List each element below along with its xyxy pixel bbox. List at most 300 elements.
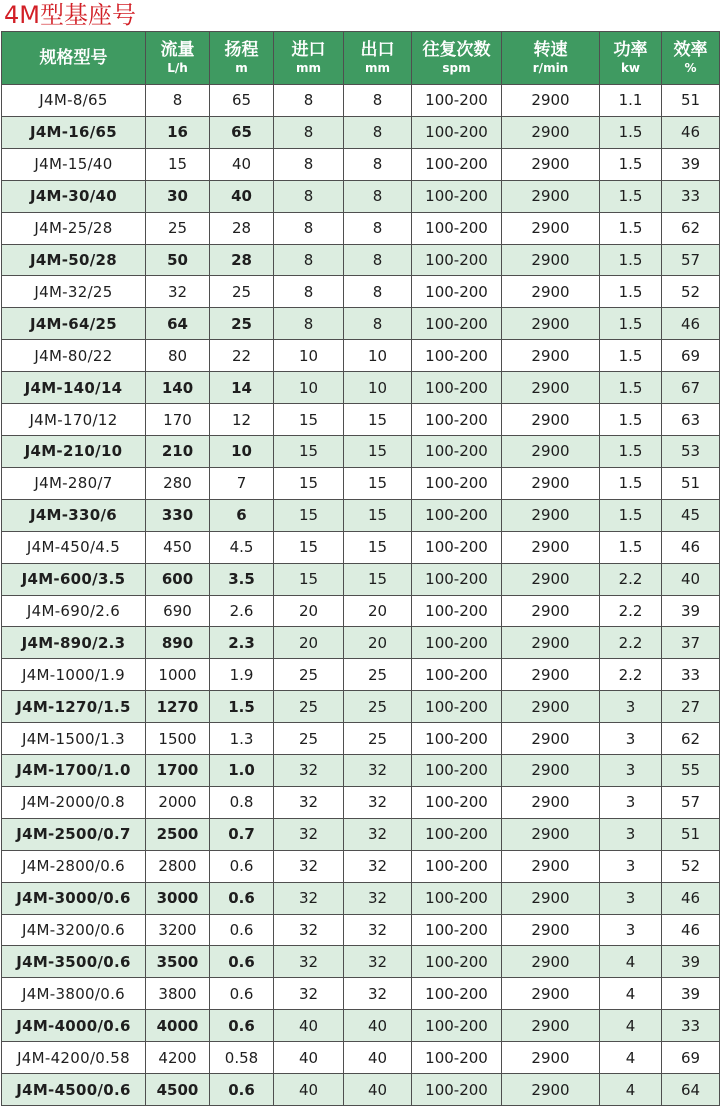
- cell-head: 65: [210, 116, 274, 148]
- table-row: [2, 276, 720, 308]
- cell-rpm: 2900: [502, 659, 600, 691]
- cell-flow: 3200: [146, 914, 210, 946]
- cell-head: 22: [210, 340, 274, 372]
- cell-inlet: 32: [274, 755, 344, 787]
- cell-spm: 100-200: [412, 1074, 502, 1106]
- table-row: [2, 499, 720, 531]
- cell-outlet: 32: [344, 882, 412, 914]
- cell-outlet: 20: [344, 627, 412, 659]
- cell-spm: 100-200: [412, 691, 502, 723]
- cell-inlet: 32: [274, 786, 344, 818]
- cell-rpm: 2900: [502, 148, 600, 180]
- cell-power: 1.5: [600, 212, 662, 244]
- table-row: [2, 1010, 720, 1042]
- cell-rpm: 2900: [502, 786, 600, 818]
- cell-power: 2.2: [600, 595, 662, 627]
- cell-power: 1.5: [600, 180, 662, 212]
- cell-spm: 100-200: [412, 755, 502, 787]
- cell-outlet: 15: [344, 467, 412, 499]
- table-row: [2, 818, 720, 850]
- cell-outlet: 15: [344, 435, 412, 467]
- cell-inlet: 32: [274, 978, 344, 1010]
- table-row: [2, 180, 720, 212]
- column-header-power: 功率 kw: [600, 32, 662, 85]
- cell-power: 1.5: [600, 148, 662, 180]
- cell-flow: 3500: [146, 946, 210, 978]
- cell-head: 4.5: [210, 531, 274, 563]
- cell-head: 1.0: [210, 755, 274, 787]
- cell-rpm: 2900: [502, 308, 600, 340]
- cell-spm: 100-200: [412, 340, 502, 372]
- cell-head: 2.3: [210, 627, 274, 659]
- cell-head: 7: [210, 467, 274, 499]
- cell-spm: 100-200: [412, 850, 502, 882]
- cell-spm: 100-200: [412, 723, 502, 755]
- cell-flow: 3000: [146, 882, 210, 914]
- cell-model: J4M-3200/0.6: [2, 914, 146, 946]
- cell-power: 3: [600, 882, 662, 914]
- table-row: [2, 148, 720, 180]
- table-row: [2, 563, 720, 595]
- cell-head: 6: [210, 499, 274, 531]
- cell-flow: 4000: [146, 1010, 210, 1042]
- cell-inlet: 40: [274, 1010, 344, 1042]
- cell-spm: 100-200: [412, 563, 502, 595]
- cell-rpm: 2900: [502, 818, 600, 850]
- cell-efficiency: 46: [662, 882, 720, 914]
- cell-efficiency: 46: [662, 914, 720, 946]
- cell-flow: 170: [146, 404, 210, 436]
- cell-outlet: 32: [344, 914, 412, 946]
- cell-spm: 100-200: [412, 467, 502, 499]
- table-header-row: [2, 32, 720, 85]
- cell-head: 1.5: [210, 691, 274, 723]
- cell-head: 1.9: [210, 659, 274, 691]
- column-header-model: 规格型号: [2, 32, 146, 85]
- cell-outlet: 10: [344, 372, 412, 404]
- cell-power: 1.5: [600, 467, 662, 499]
- cell-spm: 100-200: [412, 499, 502, 531]
- table-row: [2, 467, 720, 499]
- cell-efficiency: 62: [662, 212, 720, 244]
- cell-flow: 30: [146, 180, 210, 212]
- cell-spm: 100-200: [412, 659, 502, 691]
- cell-efficiency: 53: [662, 435, 720, 467]
- cell-head: 28: [210, 244, 274, 276]
- cell-flow: 210: [146, 435, 210, 467]
- cell-power: 3: [600, 723, 662, 755]
- table-row: [2, 595, 720, 627]
- cell-rpm: 2900: [502, 85, 600, 117]
- cell-power: 3: [600, 850, 662, 882]
- cell-inlet: 25: [274, 659, 344, 691]
- table-row: [2, 978, 720, 1010]
- cell-efficiency: 62: [662, 723, 720, 755]
- cell-head: 0.6: [210, 1074, 274, 1106]
- cell-efficiency: 45: [662, 499, 720, 531]
- cell-rpm: 2900: [502, 850, 600, 882]
- cell-power: 4: [600, 1042, 662, 1074]
- cell-inlet: 25: [274, 723, 344, 755]
- cell-power: 1.5: [600, 499, 662, 531]
- cell-power: 2.2: [600, 659, 662, 691]
- cell-outlet: 40: [344, 1074, 412, 1106]
- cell-head: 40: [210, 180, 274, 212]
- cell-efficiency: 52: [662, 276, 720, 308]
- cell-outlet: 15: [344, 404, 412, 436]
- cell-outlet: 32: [344, 946, 412, 978]
- cell-inlet: 8: [274, 212, 344, 244]
- table-row: [2, 755, 720, 787]
- cell-inlet: 8: [274, 244, 344, 276]
- cell-rpm: 2900: [502, 946, 600, 978]
- cell-inlet: 40: [274, 1074, 344, 1106]
- table-row: [2, 914, 720, 946]
- cell-power: 1.5: [600, 308, 662, 340]
- cell-power: 3: [600, 755, 662, 787]
- cell-head: 25: [210, 308, 274, 340]
- cell-head: 0.7: [210, 818, 274, 850]
- cell-flow: 32: [146, 276, 210, 308]
- cell-rpm: 2900: [502, 978, 600, 1010]
- cell-rpm: 2900: [502, 882, 600, 914]
- cell-model: J4M-1000/1.9: [2, 659, 146, 691]
- cell-outlet: 8: [344, 180, 412, 212]
- cell-spm: 100-200: [412, 1010, 502, 1042]
- cell-inlet: 40: [274, 1042, 344, 1074]
- cell-head: 0.6: [210, 850, 274, 882]
- cell-outlet: 8: [344, 116, 412, 148]
- column-header-rpm: 转速 r/min: [502, 32, 600, 85]
- cell-inlet: 25: [274, 691, 344, 723]
- cell-inlet: 15: [274, 563, 344, 595]
- cell-inlet: 8: [274, 148, 344, 180]
- cell-spm: 100-200: [412, 85, 502, 117]
- cell-power: 3: [600, 786, 662, 818]
- cell-spm: 100-200: [412, 244, 502, 276]
- cell-head: 65: [210, 85, 274, 117]
- table-body: [2, 85, 720, 1106]
- cell-flow: 890: [146, 627, 210, 659]
- cell-outlet: 25: [344, 659, 412, 691]
- cell-flow: 2000: [146, 786, 210, 818]
- cell-spm: 100-200: [412, 882, 502, 914]
- cell-flow: 4500: [146, 1074, 210, 1106]
- cell-efficiency: 46: [662, 531, 720, 563]
- cell-efficiency: 69: [662, 340, 720, 372]
- cell-flow: 3800: [146, 978, 210, 1010]
- cell-inlet: 8: [274, 85, 344, 117]
- cell-flow: 2500: [146, 818, 210, 850]
- cell-spm: 100-200: [412, 978, 502, 1010]
- cell-power: 1.5: [600, 531, 662, 563]
- cell-power: 4: [600, 1074, 662, 1106]
- cell-efficiency: 64: [662, 1074, 720, 1106]
- cell-rpm: 2900: [502, 755, 600, 787]
- cell-model: J4M-32/25: [2, 276, 146, 308]
- cell-inlet: 32: [274, 914, 344, 946]
- cell-model: J4M-2500/0.7: [2, 818, 146, 850]
- cell-rpm: 2900: [502, 595, 600, 627]
- cell-head: 2.6: [210, 595, 274, 627]
- cell-inlet: 32: [274, 818, 344, 850]
- cell-inlet: 15: [274, 435, 344, 467]
- column-header-spm: 往复次数 spm: [412, 32, 502, 85]
- cell-spm: 100-200: [412, 372, 502, 404]
- cell-outlet: 15: [344, 499, 412, 531]
- cell-outlet: 10: [344, 340, 412, 372]
- cell-inlet: 15: [274, 467, 344, 499]
- cell-head: 12: [210, 404, 274, 436]
- cell-efficiency: 39: [662, 148, 720, 180]
- cell-rpm: 2900: [502, 212, 600, 244]
- cell-outlet: 15: [344, 531, 412, 563]
- cell-efficiency: 40: [662, 563, 720, 595]
- cell-flow: 80: [146, 340, 210, 372]
- cell-model: J4M-25/28: [2, 212, 146, 244]
- cell-model: J4M-330/6: [2, 499, 146, 531]
- cell-model: J4M-2000/0.8: [2, 786, 146, 818]
- cell-flow: 690: [146, 595, 210, 627]
- cell-rpm: 2900: [502, 276, 600, 308]
- cell-power: 1.5: [600, 116, 662, 148]
- cell-flow: 330: [146, 499, 210, 531]
- table-row: [2, 946, 720, 978]
- cell-rpm: 2900: [502, 372, 600, 404]
- table-row: [2, 372, 720, 404]
- cell-spm: 100-200: [412, 116, 502, 148]
- cell-rpm: 2900: [502, 691, 600, 723]
- table-row: [2, 1074, 720, 1106]
- cell-rpm: 2900: [502, 244, 600, 276]
- cell-outlet: 25: [344, 691, 412, 723]
- cell-efficiency: 33: [662, 659, 720, 691]
- table-row: [2, 723, 720, 755]
- table-row: [2, 531, 720, 563]
- cell-rpm: 2900: [502, 340, 600, 372]
- cell-power: 2.2: [600, 627, 662, 659]
- cell-power: 1.5: [600, 340, 662, 372]
- cell-model: J4M-4000/0.6: [2, 1010, 146, 1042]
- cell-flow: 25: [146, 212, 210, 244]
- cell-outlet: 8: [344, 244, 412, 276]
- cell-power: 1.1: [600, 85, 662, 117]
- cell-power: 1.5: [600, 404, 662, 436]
- cell-outlet: 15: [344, 563, 412, 595]
- cell-inlet: 8: [274, 308, 344, 340]
- cell-outlet: 20: [344, 595, 412, 627]
- cell-flow: 1700: [146, 755, 210, 787]
- cell-inlet: 15: [274, 499, 344, 531]
- cell-rpm: 2900: [502, 723, 600, 755]
- cell-outlet: 8: [344, 308, 412, 340]
- cell-efficiency: 55: [662, 755, 720, 787]
- table-row: [2, 786, 720, 818]
- cell-model: J4M-600/3.5: [2, 563, 146, 595]
- cell-outlet: 25: [344, 723, 412, 755]
- cell-model: J4M-690/2.6: [2, 595, 146, 627]
- cell-inlet: 10: [274, 340, 344, 372]
- cell-model: J4M-8/65: [2, 85, 146, 117]
- column-header-outlet: 出口 mm: [344, 32, 412, 85]
- cell-efficiency: 33: [662, 1010, 720, 1042]
- cell-flow: 64: [146, 308, 210, 340]
- cell-efficiency: 39: [662, 978, 720, 1010]
- page-title: 4M型基座号: [4, 1, 136, 29]
- cell-spm: 100-200: [412, 308, 502, 340]
- cell-model: J4M-890/2.3: [2, 627, 146, 659]
- cell-model: J4M-2800/0.6: [2, 850, 146, 882]
- table-row: [2, 85, 720, 117]
- cell-model: J4M-170/12: [2, 404, 146, 436]
- cell-model: J4M-1270/1.5: [2, 691, 146, 723]
- cell-flow: 450: [146, 531, 210, 563]
- cell-inlet: 15: [274, 531, 344, 563]
- cell-efficiency: 39: [662, 595, 720, 627]
- cell-flow: 15: [146, 148, 210, 180]
- cell-flow: 4200: [146, 1042, 210, 1074]
- cell-spm: 100-200: [412, 148, 502, 180]
- cell-rpm: 2900: [502, 627, 600, 659]
- cell-head: 40: [210, 148, 274, 180]
- cell-head: 0.8: [210, 786, 274, 818]
- cell-head: 0.6: [210, 882, 274, 914]
- cell-spm: 100-200: [412, 531, 502, 563]
- cell-power: 3: [600, 691, 662, 723]
- cell-head: 0.6: [210, 914, 274, 946]
- cell-spm: 100-200: [412, 627, 502, 659]
- cell-head: 0.6: [210, 978, 274, 1010]
- table-row: [2, 882, 720, 914]
- column-header-flow: 流量 L/h: [146, 32, 210, 85]
- cell-flow: 140: [146, 372, 210, 404]
- cell-rpm: 2900: [502, 1042, 600, 1074]
- cell-outlet: 32: [344, 755, 412, 787]
- cell-rpm: 2900: [502, 467, 600, 499]
- cell-inlet: 10: [274, 372, 344, 404]
- cell-model: J4M-30/40: [2, 180, 146, 212]
- cell-model: J4M-15/40: [2, 148, 146, 180]
- cell-efficiency: 37: [662, 627, 720, 659]
- cell-model: J4M-4500/0.6: [2, 1074, 146, 1106]
- column-header-efficiency: 效率 %: [662, 32, 720, 85]
- cell-spm: 100-200: [412, 595, 502, 627]
- cell-efficiency: 46: [662, 308, 720, 340]
- cell-outlet: 40: [344, 1042, 412, 1074]
- cell-efficiency: 46: [662, 116, 720, 148]
- cell-inlet: 20: [274, 627, 344, 659]
- cell-spm: 100-200: [412, 786, 502, 818]
- cell-rpm: 2900: [502, 914, 600, 946]
- cell-spm: 100-200: [412, 404, 502, 436]
- cell-rpm: 2900: [502, 404, 600, 436]
- cell-spm: 100-200: [412, 914, 502, 946]
- cell-power: 4: [600, 946, 662, 978]
- table-row: [2, 244, 720, 276]
- table-row: [2, 850, 720, 882]
- cell-efficiency: 57: [662, 244, 720, 276]
- cell-rpm: 2900: [502, 1074, 600, 1106]
- cell-rpm: 2900: [502, 180, 600, 212]
- cell-rpm: 2900: [502, 499, 600, 531]
- table-row: [2, 627, 720, 659]
- cell-outlet: 32: [344, 786, 412, 818]
- cell-model: J4M-280/7: [2, 467, 146, 499]
- cell-flow: 1270: [146, 691, 210, 723]
- cell-model: J4M-80/22: [2, 340, 146, 372]
- cell-inlet: 32: [274, 882, 344, 914]
- cell-flow: 600: [146, 563, 210, 595]
- cell-flow: 1000: [146, 659, 210, 691]
- cell-model: J4M-210/10: [2, 435, 146, 467]
- table-row: [2, 435, 720, 467]
- cell-inlet: 32: [274, 850, 344, 882]
- cell-model: J4M-450/4.5: [2, 531, 146, 563]
- cell-efficiency: 69: [662, 1042, 720, 1074]
- column-header-head: 扬程 m: [210, 32, 274, 85]
- cell-inlet: 8: [274, 276, 344, 308]
- cell-model: J4M-50/28: [2, 244, 146, 276]
- cell-flow: 16: [146, 116, 210, 148]
- table-row: [2, 116, 720, 148]
- cell-inlet: 20: [274, 595, 344, 627]
- cell-efficiency: 27: [662, 691, 720, 723]
- cell-flow: 280: [146, 467, 210, 499]
- cell-model: J4M-3000/0.6: [2, 882, 146, 914]
- cell-model: J4M-16/65: [2, 116, 146, 148]
- cell-head: 3.5: [210, 563, 274, 595]
- cell-head: 28: [210, 212, 274, 244]
- cell-efficiency: 63: [662, 404, 720, 436]
- table-row: [2, 691, 720, 723]
- cell-head: 10: [210, 435, 274, 467]
- cell-inlet: 8: [274, 180, 344, 212]
- cell-inlet: 32: [274, 946, 344, 978]
- cell-power: 1.5: [600, 435, 662, 467]
- cell-flow: 1500: [146, 723, 210, 755]
- cell-rpm: 2900: [502, 116, 600, 148]
- cell-outlet: 8: [344, 85, 412, 117]
- cell-efficiency: 51: [662, 818, 720, 850]
- cell-power: 3: [600, 818, 662, 850]
- spec-table: [1, 31, 720, 1106]
- cell-power: 2.2: [600, 563, 662, 595]
- cell-power: 4: [600, 978, 662, 1010]
- cell-rpm: 2900: [502, 563, 600, 595]
- cell-efficiency: 33: [662, 180, 720, 212]
- cell-power: 1.5: [600, 372, 662, 404]
- cell-spm: 100-200: [412, 435, 502, 467]
- cell-outlet: 32: [344, 818, 412, 850]
- cell-power: 1.5: [600, 244, 662, 276]
- cell-power: 4: [600, 1010, 662, 1042]
- cell-flow: 50: [146, 244, 210, 276]
- cell-efficiency: 52: [662, 850, 720, 882]
- cell-spm: 100-200: [412, 946, 502, 978]
- cell-model: J4M-1700/1.0: [2, 755, 146, 787]
- cell-head: 0.58: [210, 1042, 274, 1074]
- cell-flow: 2800: [146, 850, 210, 882]
- cell-head: 0.6: [210, 1010, 274, 1042]
- cell-model: J4M-3800/0.6: [2, 978, 146, 1010]
- cell-rpm: 2900: [502, 1010, 600, 1042]
- table-row: [2, 340, 720, 372]
- cell-efficiency: 57: [662, 786, 720, 818]
- cell-inlet: 15: [274, 404, 344, 436]
- table-row: [2, 212, 720, 244]
- table-row: [2, 659, 720, 691]
- cell-inlet: 8: [274, 116, 344, 148]
